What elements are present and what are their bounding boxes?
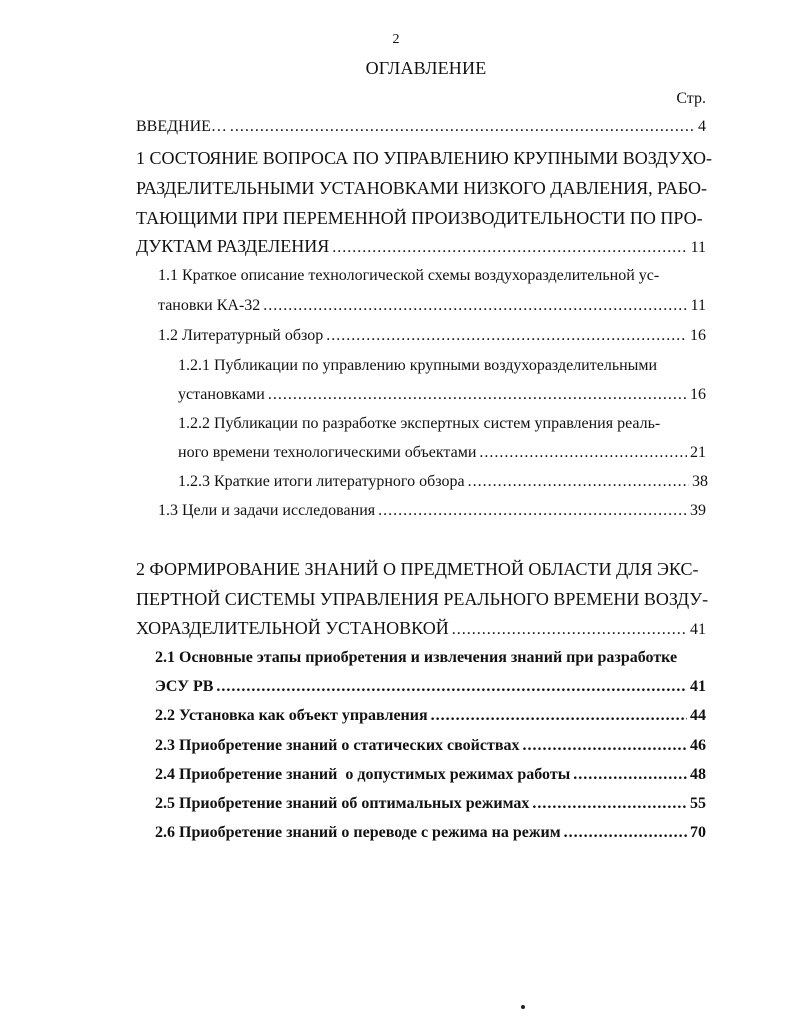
leader-dots (523, 736, 688, 756)
toc-entry-1-2[interactable] (158, 326, 706, 346)
toc-entry-page: 70 (690, 824, 706, 841)
toc-entry-page: 16 (690, 327, 706, 344)
toc-section-1-line: 1 СОСТОЯНИЕ ВОПРОСА ПО УПРАВЛЕНИЮ КРУПНЫМИ ВОЗДУХО- (136, 148, 712, 168)
toc-entry-1-2-2-line1: 1.2.2 Публикации по разработке экспертных систем управления реаль- (178, 415, 661, 432)
toc-entry-page: 41 (690, 621, 706, 638)
leader-dots (532, 794, 687, 814)
leader-dots (268, 385, 687, 405)
toc-entry-1-1[interactable] (158, 296, 706, 316)
toc-entry-text: ХОРАЗДЕЛИТЕЛЬНОЙ УСТАНОВКОЙ (136, 618, 449, 638)
leader-dots (326, 326, 687, 346)
toc-entry-1-2-3[interactable] (178, 472, 708, 492)
toc-entry-text: ДУКТАМ РАЗДЕЛЕНИЯ (136, 236, 330, 256)
toc-entry-page: 41 (690, 678, 706, 695)
leader-dots (452, 620, 687, 640)
toc-title: ОГЛАВЛЕНИЕ (365, 58, 487, 78)
toc-entry-1-2-2[interactable] (178, 443, 706, 463)
leader-dots (263, 296, 687, 316)
toc-entry-2-6[interactable] (155, 823, 706, 843)
leader-dots (479, 443, 687, 463)
toc-entry-text: 2.5 Приобретение знаний об оптимальных режимах (155, 795, 530, 812)
toc-entry-page: 16 (690, 386, 706, 403)
toc-entry-text: 1.3 Цели и задачи исследования (158, 502, 376, 519)
page-column-label: Стр. (676, 90, 706, 107)
toc-entry-page: 44 (690, 707, 706, 724)
leader-dots (573, 765, 687, 785)
toc-section-1-line: ТАЮЩИМИ ПРИ ПЕРЕМЕННОЙ ПРОИЗВОДИТЕЛЬНОСТИ ПО ПРО- (136, 208, 703, 228)
toc-entry-text: 2.2 Установка как объект управления (155, 707, 428, 724)
toc-entry-1-3[interactable] (158, 501, 706, 521)
toc-entry-2-4[interactable] (155, 765, 706, 785)
toc-entry-text: тановки КА-32 (158, 297, 261, 314)
toc-entry-page: 11 (690, 239, 706, 256)
toc-entry-2-5[interactable] (155, 794, 706, 814)
toc-entry-text: 1.2 Литературный обзор (158, 327, 324, 344)
leader-dots (216, 677, 687, 697)
toc-entry-section-1[interactable] (136, 235, 706, 258)
toc-entry-text: установками (178, 386, 265, 403)
leader-dots (332, 238, 687, 258)
toc-entry-section-2[interactable] (136, 617, 706, 640)
scan-speck (521, 1005, 525, 1009)
toc-entry-page: 11 (690, 297, 706, 314)
toc-entry-1-2-1[interactable] (178, 385, 706, 405)
toc-entry-page: 21 (690, 444, 706, 461)
toc-entry-page: 55 (690, 795, 706, 812)
toc-entry-page: 39 (690, 502, 706, 519)
toc-entry-page: 48 (690, 766, 706, 783)
leader-dots (378, 501, 687, 521)
leader-dots (230, 117, 695, 137)
toc-section-2-line: ПЕРТНОЙ СИСТЕМЫ УПРАВЛЕНИЯ РЕАЛЬНОГО ВРЕМЕНИ ВОЗДУ- (136, 589, 709, 609)
toc-entry-page: 38 (692, 473, 708, 490)
toc-entry-2-2[interactable] (155, 706, 706, 726)
toc-entry-2-3[interactable] (155, 736, 706, 756)
toc-entry-text: ного времени технологическими объектами (178, 444, 477, 461)
toc-entry-2-1-line1: 2.1 Основные этапы приобретения и извлечения знаний при разработке (155, 649, 678, 666)
toc-entry-text: ЭСУ РВ (155, 678, 214, 695)
toc-section-1-line: РАЗДЕЛИТЕЛЬНЫМИ УСТАНОВКАМИ НИЗКОГО ДАВЛЕНИЯ, РАБО- (136, 178, 708, 198)
toc-entry-text: 1.2.3 Краткие итоги литературного обзора (178, 473, 465, 490)
toc-section-2-line: 2 ФОРМИРОВАНИЕ ЗНАНИЙ О ПРЕДМЕТНОЙ ОБЛАСТИ ДЛЯ ЭКС- (136, 559, 699, 579)
toc-entry-text: 2.3 Приобретение знаний о статических свойствах (155, 737, 520, 754)
toc-entry-2-1[interactable] (155, 677, 706, 697)
page-number: 2 (392, 32, 400, 47)
toc-entry-text: 2.6 Приобретение знаний о переводе с режима на режим (155, 824, 561, 841)
toc-entry-1-2-1-line1: 1.2.1 Публикации по управлению крупными воздухоразделительными (178, 357, 658, 374)
leader-dots (564, 823, 687, 843)
toc-entry-page: 4 (698, 118, 706, 135)
leader-dots (468, 472, 689, 492)
toc-entry-text: 2.4 Приобретение знаний о допустимых режимах работы (155, 766, 571, 783)
toc-entry-text: ВВЕДНИЕ… (136, 118, 227, 135)
toc-entry-intro[interactable] (136, 117, 706, 137)
toc-entry-page: 46 (690, 737, 706, 754)
toc-entry-1-1-line1: 1.1 Краткое описание технологической схемы воздухоразделительной ус- (158, 267, 660, 284)
leader-dots (431, 706, 687, 726)
